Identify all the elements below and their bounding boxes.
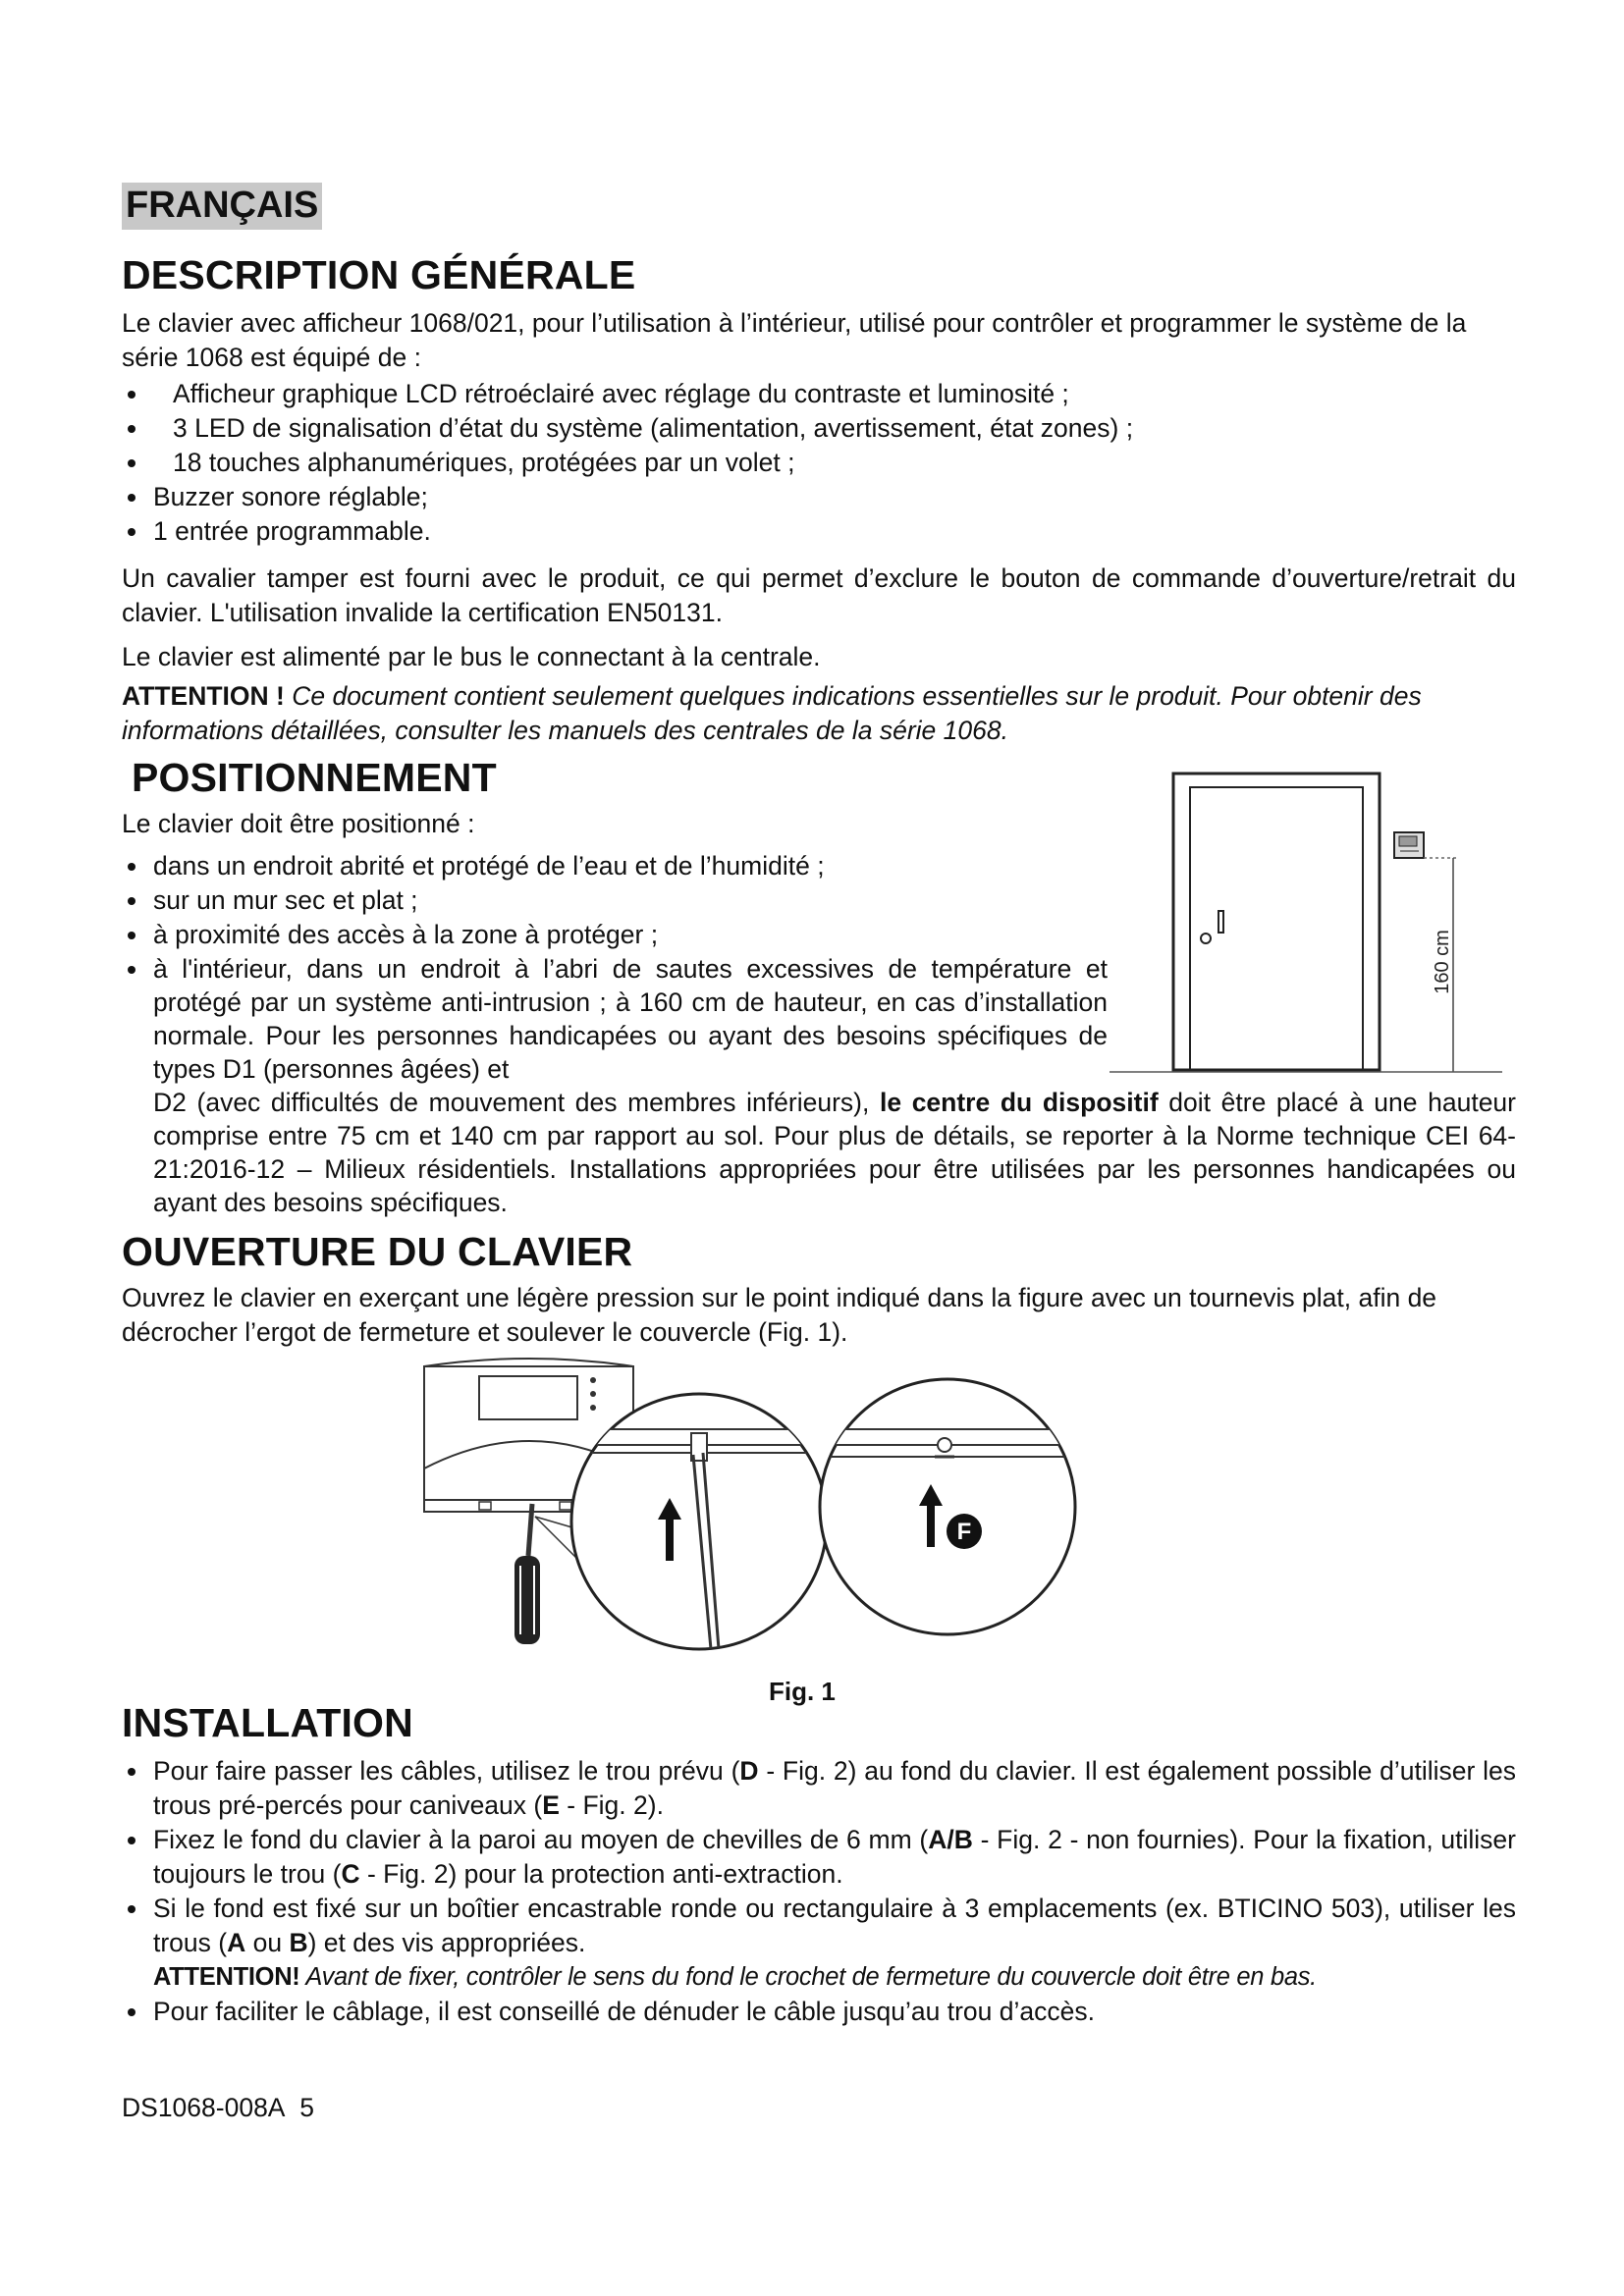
bullet-dot (128, 1905, 135, 1913)
footer (122, 2091, 314, 2125)
section-title-installation: INSTALLATION (122, 1700, 413, 1745)
section-title-description: DESCRIPTION GÉNÉRALE (122, 252, 636, 297)
doc-code: DS1068-008A (122, 2093, 286, 2122)
bullet-dot (128, 1768, 135, 1776)
bullet-dot (128, 863, 135, 871)
text-run: ) et des vis appropriées. (307, 1928, 586, 1957)
opening-figure (412, 1355, 1198, 1669)
door-height-figure (1110, 766, 1522, 1080)
list-item: à l'intérieur, dans un endroit à l’abri de sautes excessives de température et protégé par un système anti-intrusion ; à 160 cm de hauteur, en cas d’installation normale. Pour les personnes handicapées ou ayant des besoins spécifiques de types D1 (personnes âgées) et (153, 954, 1108, 1084)
text-run: - Fig. 2) pour la protection anti-extraction. (359, 1859, 843, 1889)
text-run-bold: A (227, 1928, 246, 1957)
bullet-dot (128, 528, 135, 536)
bullet-dot (128, 391, 135, 399)
list-item: 3 LED de signalisation d’état du système (alimentation, avertissement, état zones) ; (173, 413, 1134, 443)
text-run: D2 (avec difficultés de mouvement des membres inférieurs), (153, 1088, 880, 1117)
marker-f-label: F (956, 1519, 972, 1545)
text-run: - Fig. 2 - non fournies). Pour la fixation, utiliser toujours le trou ( (153, 1825, 1516, 1889)
list-item (153, 1754, 1516, 1823)
positioning-intro: Le clavier doit être positionné : (122, 809, 475, 838)
list-item: 1 entrée programmable. (153, 516, 431, 546)
bullet-dot (128, 897, 135, 905)
list-item: à proximité des accès à la zone à protéger ; (153, 920, 659, 949)
door-handle-icon (1218, 911, 1223, 933)
list-item (153, 1892, 1516, 1960)
bullet-dot (128, 459, 135, 467)
attention-text: Avant de fixer, contrôler le sens du fond le crochet de fermeture du couvercle doit être en bas. (299, 1963, 1317, 1991)
text-run-bold: le centre du dispositif (879, 1088, 1159, 1117)
power-paragraph: Le clavier est alimenté par le bus le connectant à la centrale. (122, 642, 821, 671)
text-run-bold: D (739, 1756, 759, 1786)
bullet-dot (128, 425, 135, 433)
section-title-opening: OUVERTURE DU CLAVIER (122, 1229, 633, 1274)
installation-attention (153, 1960, 1317, 1995)
text-run: Fixez le fond du clavier à la paroi au moyen de chevilles de 6 mm ( (153, 1825, 929, 1854)
list-item (153, 1823, 1516, 1892)
text-run: ou (245, 1928, 290, 1957)
list-item: 18 touches alphanumériques, protégées par un volet ; (173, 448, 795, 477)
attention-label: ATTENTION! (153, 1963, 300, 1991)
opening-paragraph: Ouvrez le clavier en exerçant une légère pression sur le point indiqué dans la figure avec un tournevis plat, afin de décrocher l’ergot de fermeture et soulever le couvercle (Fig. 1). (122, 1283, 1437, 1347)
description-intro: Le clavier avec afficheur 1068/021, pour l’utilisation à l’intérieur, utilisé pour contrôler et programmer le système de la série 1068 est équipé de : (122, 308, 1467, 372)
bullet-dot (128, 2008, 135, 2016)
list-item: Afficheur graphique LCD rétroéclairé avec réglage du contraste et luminosité ; (173, 379, 1069, 408)
text-run-bold: C (341, 1859, 360, 1889)
page-number: 5 (299, 2093, 314, 2122)
door-leaf (1190, 787, 1363, 1070)
section-title-positioning: POSITIONNEMENT (132, 755, 497, 800)
figure-caption: Fig. 1 (769, 1677, 836, 1706)
bullet-dot (128, 1837, 135, 1844)
bullet-dot (128, 494, 135, 502)
text-run: - Fig. 2) au fond du clavier. Il est également possible d’utiliser les trous pré-percés pour caniveaux ( (153, 1756, 1516, 1820)
dimension-label: 160 cm (1432, 930, 1453, 994)
zoom-detail-2 (805, 1379, 1100, 1634)
text-run-bold: E (542, 1790, 560, 1820)
screwdriver-icon (514, 1504, 540, 1644)
text-run: doit être placé à une hauteur comprise entre 75 cm et 140 cm par rapport au sol. Pour plus de détails, se reporter à la Norme technique CEI 64-21:2016-12 – Milieux résidentiels. Installations appropriées pour être utilisées par les personnes handicapées ou ayant des besoins spécifiques. (153, 1088, 1516, 1217)
text-run: - Fig. 2). (559, 1790, 664, 1820)
bullet-dot (128, 932, 135, 939)
text-run: Pour faire passer les câbles, utilisez le trou prévu ( (153, 1756, 740, 1786)
list-item: dans un endroit abrité et protégé de l’eau et de l’humidité ; (153, 851, 825, 881)
door-frame (1173, 774, 1380, 1070)
attention-text: Ce document contient seulement quelques indications essentielles sur le produit. Pour obtenir des informations détaillées, consulter les manuels des centrales de la série 1068. (122, 681, 1422, 745)
keypad-icon (1394, 832, 1424, 858)
text-run: Si le fond est fixé sur un boîtier encastrable ronde ou rectangulaire à 3 emplacements (ex. BTICINO 503), utiliser les trous ( (153, 1894, 1516, 1957)
text-run-bold: A/B (928, 1825, 973, 1854)
door-lock-icon (1201, 934, 1211, 943)
attention-label: ATTENTION ! (122, 681, 285, 711)
list-item: sur un mur sec et plat ; (153, 885, 418, 915)
list-item: Pour faciliter le câblage, il est conseillé de dénuder le câble jusqu’au trou d’accès. (153, 1997, 1095, 2026)
text-run-bold: B (289, 1928, 308, 1957)
language-tag: FRANÇAIS (122, 183, 322, 230)
list-item: Buzzer sonore réglable; (153, 482, 428, 511)
bullet-dot (128, 966, 135, 974)
description-attention (122, 679, 1521, 748)
tamper-paragraph: Un cavalier tamper est fourni avec le produit, ce qui permet d’exclure le bouton de commande d’ouverture/retrait du clavier. L'utilisation invalide la certification EN50131. (122, 563, 1516, 627)
list-item-continued (153, 1086, 1516, 1219)
